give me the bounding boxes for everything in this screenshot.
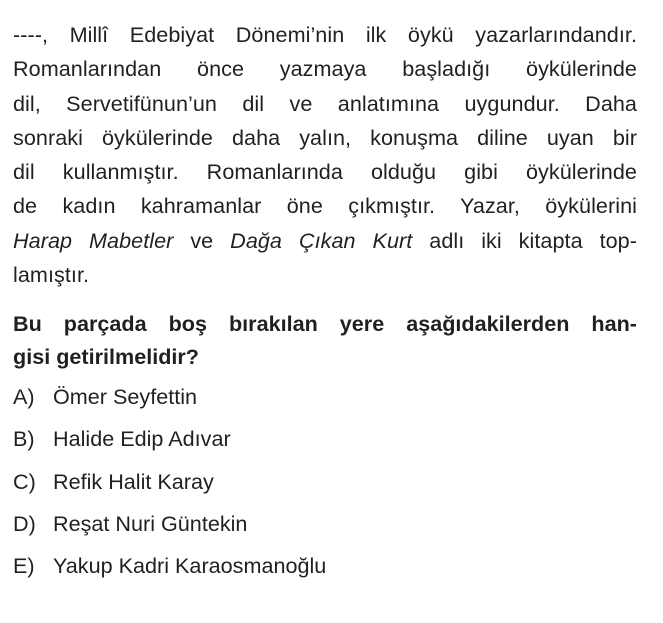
option-text: Ömer Seyfettin [53,384,198,409]
option-letter: A) [13,384,35,409]
answer-option-b[interactable] [13,422,326,464]
option-text: Reşat Nuri Güntekin [53,510,248,536]
passage-line-tail: adlı iki kitapta top- [412,227,637,253]
question-stem [13,307,637,373]
passage-line: dil, Servetifünun’un dil ve anlatımına uygundur. Daha [13,90,637,116]
book-title-daga-cikan-kurt: Dağa Çıkan Kurt [230,227,413,253]
passage-line: ----, Millî Edebiyat Dönemi’nin ilk öykü yazarlarındandır. [13,22,637,47]
book-title-harap-mabetler: Harap Mabetler [13,227,174,253]
option-letter: C) [13,468,36,494]
question-passage [13,18,637,292]
answer-option-a[interactable] [13,380,326,422]
option-letter: B) [13,426,35,452]
passage-line: dil kullanmıştır. Romanlarında olduğu gibi öykülerinde [13,159,637,185]
passage-line: de kadın kahramanlar öne çıkmıştır. Yazar, öykülerini [13,193,637,219]
passage-line: sonraki öykülerinde daha yalın, konuşma diline uyan bir [13,124,637,150]
answer-option-c[interactable] [13,465,326,507]
answer-options [13,380,326,591]
passage-line-books [13,224,637,258]
option-text: Refik Halit Karay [53,468,214,494]
answer-option-d[interactable] [13,507,326,549]
passage-connector: ve [173,227,231,253]
question-stem-line: Bu parçada boş bırakılan yere aşağıdakilerden han- [13,311,637,336]
passage-line: Romanlarından önce yazmaya başladığı öykülerinde [13,56,637,82]
question-stem-line: gisi getirilmelidir? [13,344,199,369]
option-letter: E) [13,553,35,579]
option-text: Yakup Kadri Karaosmanoğlu [53,553,327,579]
option-letter: D) [13,510,36,536]
answer-option-e[interactable] [13,549,326,591]
option-text: Halide Edip Adıvar [53,426,231,452]
passage-line: lamıştır. [13,262,90,288]
